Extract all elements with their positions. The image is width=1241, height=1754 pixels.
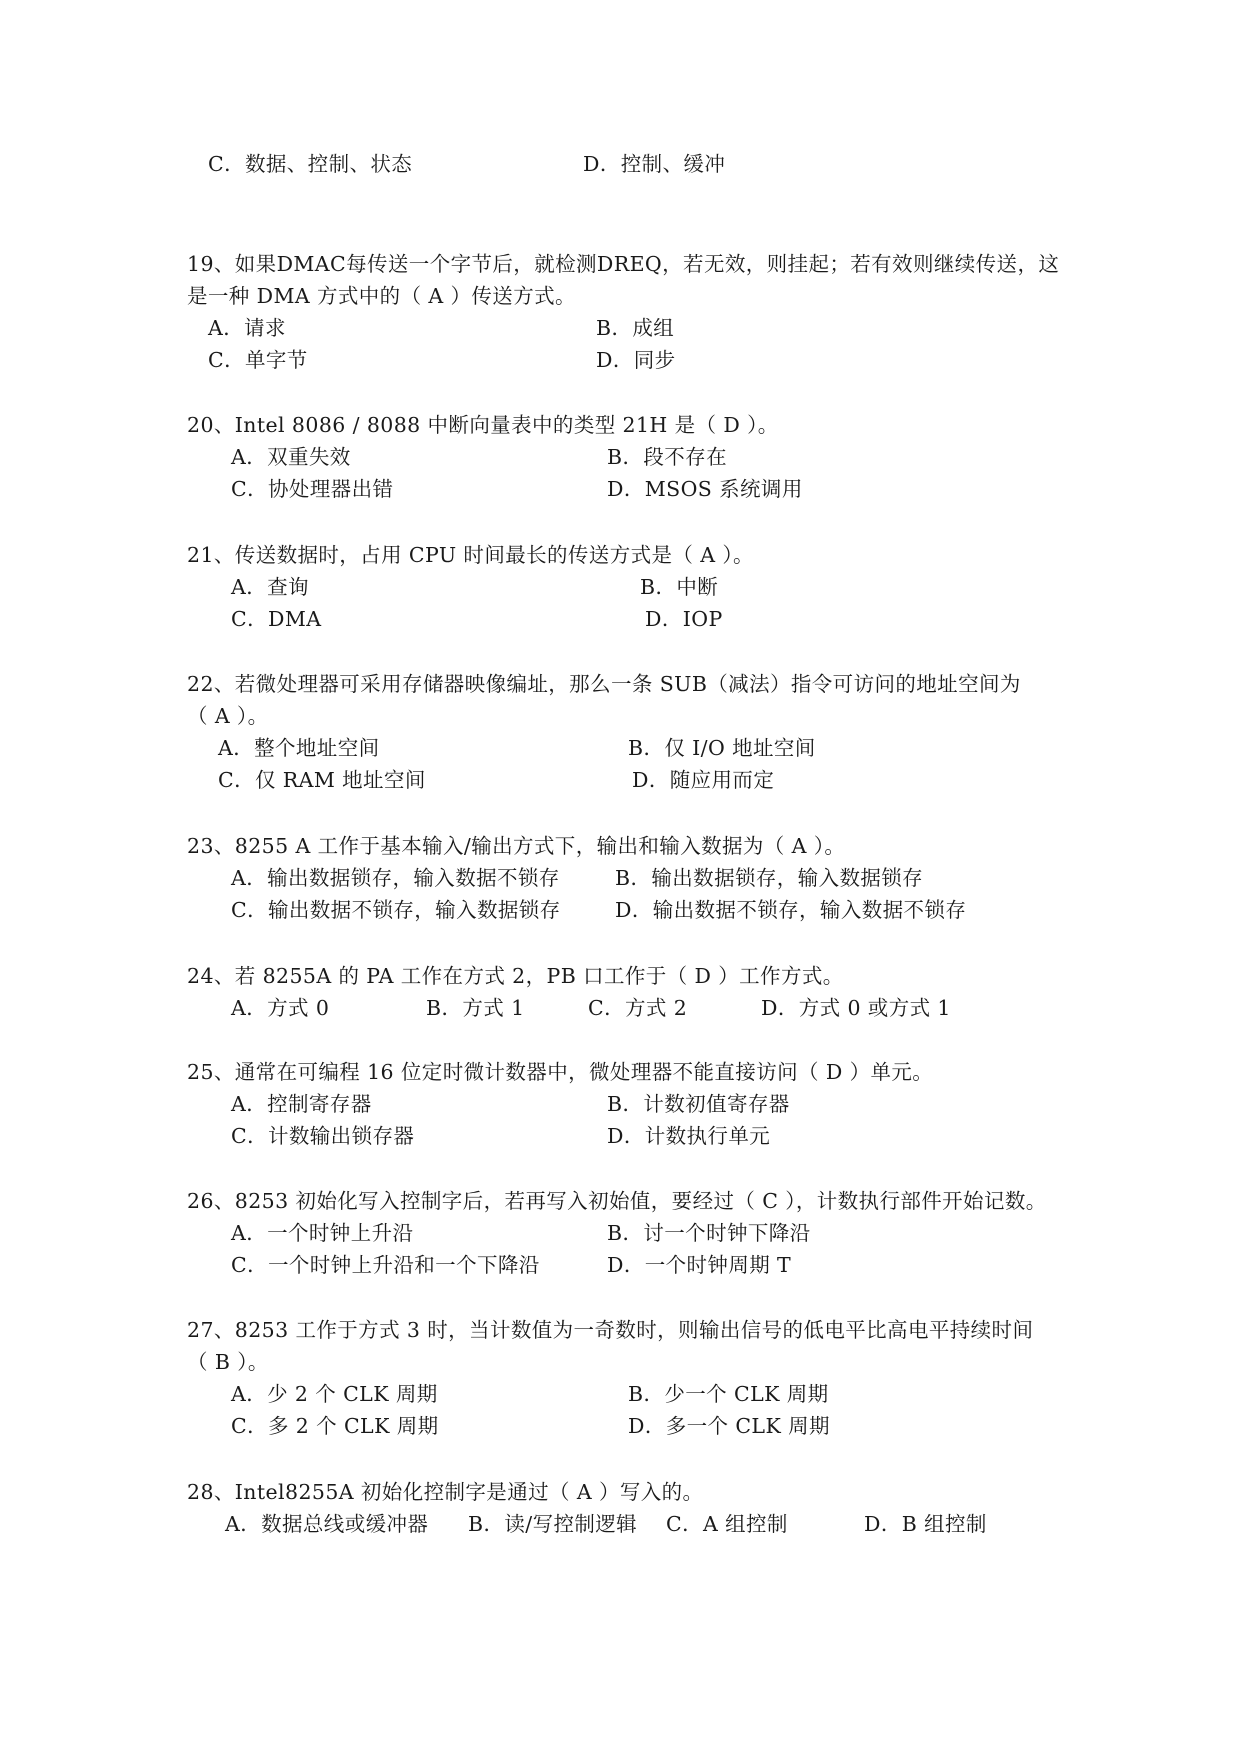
q18-option-d: D．控制、缓冲	[583, 152, 726, 176]
q20-option-b: B．段不存在	[607, 445, 727, 469]
q26-option-c: C．一个时钟上升沿和一个下降沿	[231, 1253, 540, 1277]
q25-option-c: C．计数输出锁存器	[231, 1124, 415, 1148]
q21-option-d: D．IOP	[645, 607, 723, 631]
q22-stem-line1: 22、若微处理器可采用存储器映像编址，那么一条 SUB（减法）指令可访问的地址空间为	[187, 672, 1021, 696]
q22-option-a: A．整个地址空间	[218, 736, 380, 760]
q28-option-c: C．A 组控制	[666, 1512, 788, 1536]
q27-option-d: D．多一个 CLK 周期	[628, 1414, 830, 1438]
q24-option-b: B．方式 1	[426, 996, 525, 1020]
q19-option-c: C．单字节	[208, 348, 308, 372]
q22-option-d: D．随应用而定	[632, 768, 775, 792]
q26-stem: 26、8253 初始化写入控制字后，若再写入初始值，要经过（ C ），计数执行部件开始记数。	[187, 1189, 1047, 1213]
q21-option-a: A．查询	[231, 575, 309, 599]
q26-option-d: D．一个时钟周期 T	[607, 1253, 792, 1277]
q21-option-b: B．中断	[640, 575, 719, 599]
q26-option-a: A．一个时钟上升沿	[231, 1221, 414, 1245]
q20-option-d: D．MSOS 系统调用	[607, 477, 803, 501]
q18-option-c: C．数据、控制、状态	[208, 152, 413, 176]
q24-option-d: D．方式 0 或方式 1	[761, 996, 951, 1020]
q27-option-c: C．多 2 个 CLK 周期	[231, 1414, 439, 1438]
q22-stem-line2: （ A ）。	[187, 704, 269, 728]
q20-option-a: A．双重失效	[231, 445, 351, 469]
q23-option-c: C．输出数据不锁存，输入数据锁存	[231, 898, 561, 922]
q24-option-c: C．方式 2	[588, 996, 688, 1020]
q26-option-b: B．讨一个时钟下降沿	[607, 1221, 811, 1245]
q19-option-a: A．请求	[208, 316, 286, 340]
q27-stem-line2: （ B ）。	[187, 1350, 269, 1374]
q23-option-d: D．输出数据不锁存，输入数据不锁存	[615, 898, 967, 922]
q23-stem: 23、8255 A 工作于基本输入/输出方式下，输出和输入数据为（ A ）。	[187, 834, 846, 858]
q21-stem: 21、传送数据时，占用 CPU 时间最长的传送方式是（ A ）。	[187, 543, 754, 567]
q25-option-a: A．控制寄存器	[231, 1092, 372, 1116]
q25-stem: 25、通常在可编程 16 位定时微计数器中，微处理器不能直接访问（ D ）单元。	[187, 1060, 934, 1084]
q28-option-b: B．读/写控制逻辑	[468, 1512, 638, 1536]
q20-stem: 20、Intel 8086 / 8088 中断向量表中的类型 21H 是（ D ）。	[187, 413, 779, 437]
q23-option-b: B．输出数据锁存，输入数据锁存	[615, 866, 924, 890]
q28-option-a: A．数据总线或缓冲器	[225, 1512, 429, 1536]
q25-option-b: B．计数初值寄存器	[607, 1092, 790, 1116]
q28-stem: 28、Intel8255A 初始化控制字是通过（ A ）写入的。	[187, 1480, 704, 1504]
q19-option-b: B．成组	[596, 316, 675, 340]
q20-option-c: C．协处理器出错	[231, 477, 394, 501]
q25-option-d: D．计数执行单元	[607, 1124, 771, 1148]
q27-option-b: B．少一个 CLK 周期	[628, 1382, 829, 1406]
q22-option-c: C．仅 RAM 地址空间	[218, 768, 426, 792]
q28-option-d: D．B 组控制	[864, 1512, 987, 1536]
q27-stem-line1: 27、8253 工作于方式 3 时，当计数值为一奇数时，则输出信号的低电平比高电平持续时间	[187, 1318, 1034, 1342]
q27-option-a: A．少 2 个 CLK 周期	[231, 1382, 438, 1406]
q19-stem-line2: 是一种 DMA 方式中的（ A ）传送方式。	[187, 284, 576, 308]
q19-stem-line1: 19、如果DMAC每传送一个字节后，就检测DREQ，若无效，则挂起；若有效则继续传送，这	[187, 252, 1060, 276]
q23-option-a: A．输出数据锁存，输入数据不锁存	[231, 866, 560, 890]
q24-option-a: A．方式 0	[231, 996, 330, 1020]
q19-option-d: D．同步	[596, 348, 676, 372]
q22-option-b: B．仅 I/O 地址空间	[628, 736, 816, 760]
q21-option-c: C．DMA	[231, 607, 322, 631]
q24-stem: 24、若 8255A 的 PA 工作在方式 2，PB 口工作于（ D ）工作方式。	[187, 964, 844, 988]
